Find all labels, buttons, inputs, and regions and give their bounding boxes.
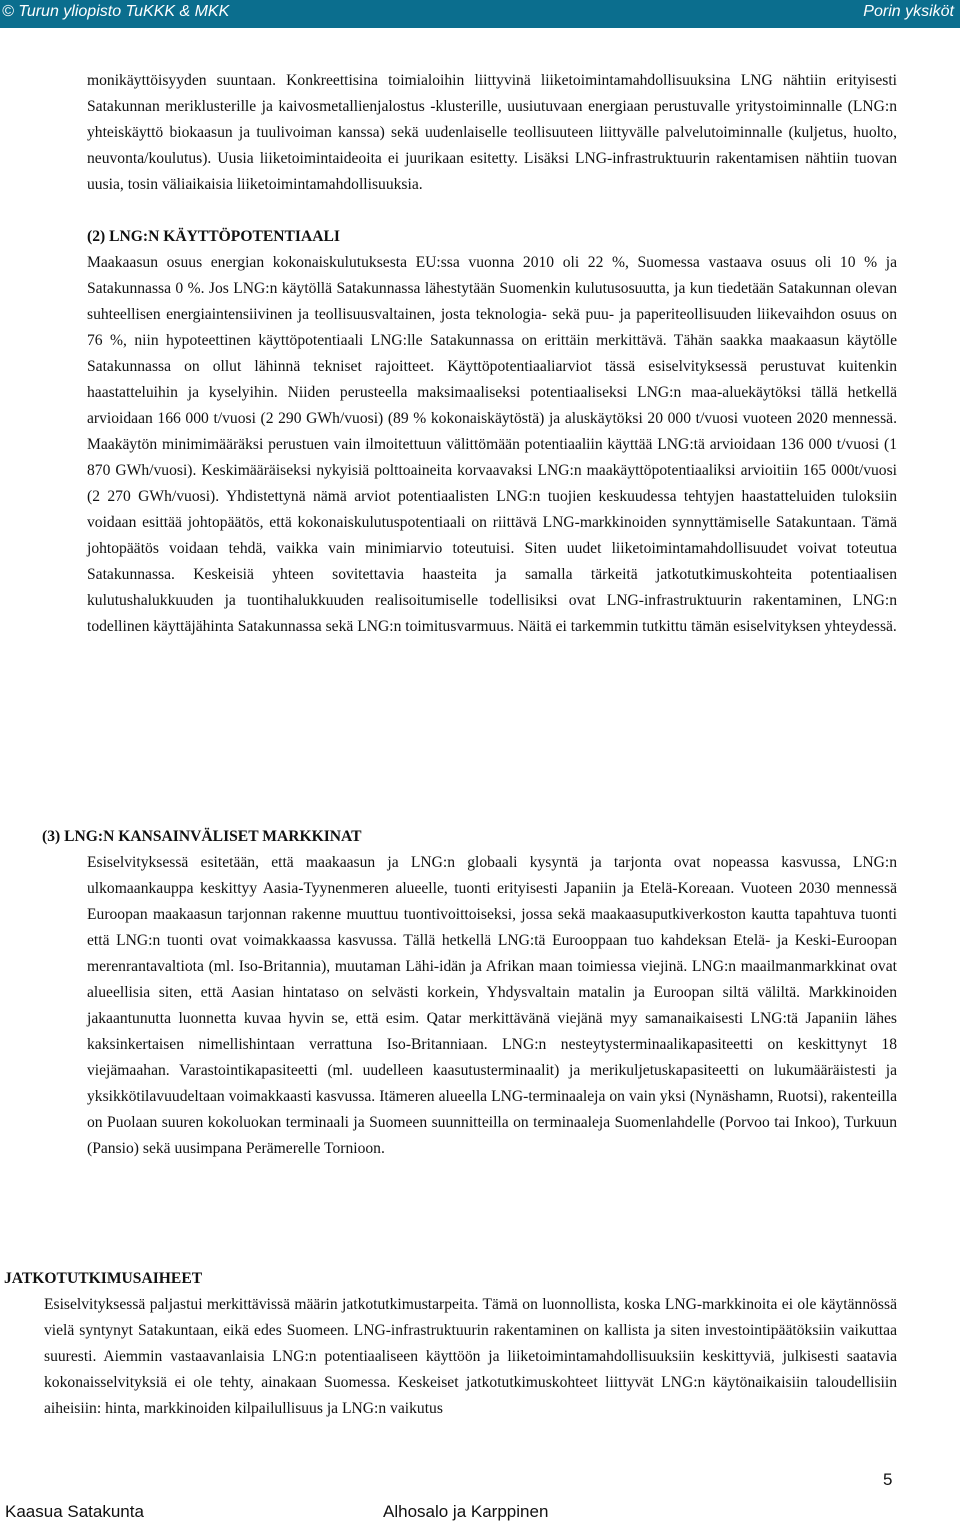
footer-title: Kaasua Satakunta [5,1502,144,1521]
header-copyright: © Turun yliopisto TuKKK & MKK [2,3,230,20]
jatkotutkimus-body: Esiselvityksessä paljastui merkittävissä määrin jatkotutkimustarpeita. Tämä on luonnollista, koska LNG-markkinoita ei ole käytännössä vielä syntynyt Satakuntaan, eikä edes Suomeen. LNG-infrastruktuurin rakentaminen on kallista ja siten investointipäätöksiin vaikuttaa suuresti. Aiemmin vastaavanlaisia LNG:n potentiaaliseen käyttöön ja liiketoimintamahdollisuuksiin keskittyviä, julkisesti saatavia kokonaisselvityksiä ei ole tehty, ainakaan Suomessa. Keskeiset jatkotutkimuskohteet liittyvät LNG:n käytönaikaisiin taloudellisiin aiheisiin: hinta, markkinoiden kilpailullisuus ja LNG:n vaikutus [44,1296,897,1417]
page-header [0,0,960,28]
section-3-body: Esiselvityksessä esitetään, että maakaasun ja LNG:n globaali kysyntä ja tarjonta ovat nopeassa kasvussa, LNG:n ulkomaankauppa keskittyy Aasia-Tyynenmeren alueelle, tuonti erityisesti Japaniin ja Etelä-Koreaan. Vuoteen 2030 mennessä Euroopan maakaasun tarjonnan rakenne muuttuu tuontivoittoiseksi, jossa sekä maakaasuputkiverkoston kautta tapahtuva tuonti että LNG:n tuonti ovat voimakkaassa kasvussa. Tällä hetkellä LNG:tä Eurooppaan tuo kahdeksan Etelä- ja Keski-Euroopan merenrantavaltiota (ml. Iso-Britannia), muutaman Lähi-idän ja Afrikan maan toimiessa viejinä. LNG:n maailmanmarkkinat ovat alueellisia siten, että Aasian hintataso on selvästi korkein, Yhdysvaltain matalin ja Euroopan siltä väliltä. Markkinoiden jakaantunutta luonnetta kuvaa hyvin se, että esim. Qatar merkittävänä viejänä myy samanaikaisesti LNG:tä Japaniin lähes kaksinkertaisen nimellishintaan verrattuna Iso-Britanniaan. LNG:n nesteytysterminaalikapasiteetti on keskittynyt 18 viejämaahan. Varastointikapasiteetti (ml. uudelleen kaasutusterminaalit) ja merikuljetuskapasiteetti on lukumääräistesti ja yksikkötilavuudeltaan voimakkaasti kasvussa. Itämeren alueella LNG-terminaaleja on vain yksi (Nynäshamn, Ruotsi), rakenteilla on Puolaan suuren kokoluokan terminaali ja Suomeen suunnitteilla on terminaaleja Suomenlahdelle (Porvoo tai Inkoo), Turkuun (Pansio) sekä uusimpana Perämerelle Tornioon. [87,854,897,1157]
intro-paragraph: monikäyttöisyyden suuntaan. Konkreettisina toimialoihin liittyvinä liiketoimintamahdollisuuksina LNG nähtiin erityisesti Satakunnan meriklusterille ja kaivosmetallienjalostus -klusterille, uusiutuvaan energiaan perustuvalle yritystoiminnalle (LNG:n yhteiskäyttö biokaasun ja tuulivoiman kanssa) sekä uudenlaiselle teollisuuteen liittyvälle palvelutoiminnalle (kuljetus, huolto, neuvonta/koulutus). Uusia liiketoimintaideoita ei juurikaan esitetty. Lisäksi LNG-infrastruktuurin rakentamisen nähtiin tuovan uusia, tosin väliaikaisia liiketoimintamahdollisuuksia. [87,72,897,193]
page-footer [0,1498,960,1528]
section-3-heading: (3) LNG:N KANSAINVÄLISET MARKKINAT [42,828,362,845]
section-3 [42,824,897,1162]
section-2-body: Maakaasun osuus energian kokonaiskulutuksesta EU:ssa vuonna 2010 oli 22 %, Suomessa vastaava osuus oli 10 % ja Satakunnassa 0 %. Jos LNG:n käytöllä Satakunnassa lähestytään Suomenkin kulutusosuutta, ja kun tiedetään Satakunnan olevan suhteellisen energiaintensiivinen ja teollisuusvaltainen, josta teknologia- sekä puu- ja paperiteollisuuden liikevaihdon osuus on 76 %, niin hypoteettinen käyttöpotentiaali LNG:lle Satakunnassa on erittäin merkittävä. Tähän saakka maakaasun käytölle Satakunnassa on ollut lähinnä tekniset rajoitteet. Käyttöpotentiaaliarviot tässä esiselvityksessä perustuvat kuitenkin haastatteluihin ja kyselyihin. Niiden perusteella maksimaaliseksi potentiaaliseksi LNG:n maa-aluekäytöksi tällä hetkellä arvioidaan 166 000 t/vuosi (2 290 GWh/vuosi) (89 % kokonaiskäytöstä) ja aluskäytöksi 20 000 t/vuosi vuoteen 2020 mennessä. Maakäytön minimimääräksi perustuen vain ilmoitettuun välittömään potentiaaliin käyttää LNG:tä arvioidaan 136 000 t/vuosi (1 870 GWh/vuosi). Keskimääräiseksi nykyisiä polttoaineita korvaavaksi LNG:n maakäyttöpotentiaaliksi arvioitiin 165 000t/vuosi (2 270 GWh/vuosi). Yhdistettynä nämä arviot potentiaalisten LNG:n tuojien keskuudessa tehtyjen haastatteluiden tuloksiin voidaan esittää johtopäätös, että kokonaiskulutuspotentiaali on riittävä LNG-markkinoiden synnyttämiselle Satakuntaan. Tämä johtopäätös voidaan tehdä, vaikka vain minimiarvio toteutuisi. Siten uudet liiketoimintamahdollisuudet voivat toteutua Satakunnassa. Keskeisiä yhteen sovitettavia haasteita ja samalla tärkeitä jatkotutkimuskohteita potentiaalisen kulutushalukkuuden ja tuontihalukkuuden realisoitumiselle todellisiksi ovat LNG-infrastruktuurin rakentaminen, LNG:n todellinen käyttäjähinta Satakunnassa sekä LNG:n toimitusvarmuus. Näitä ei tarkemmin tutkittu tämän esiselvityksen yhteydessä. [87,254,897,635]
section-2 [87,224,897,640]
main-content [87,68,897,640]
header-unit: Porin yksiköt [863,3,954,20]
section-jatkotutkimus [4,1266,897,1422]
jatkotutkimus-heading: JATKOTUTKIMUSAIHEET [4,1270,203,1287]
section-2-heading: (2) LNG:N KÄYTTÖPOTENTIAALI [87,228,340,245]
page-number: 5 [883,1470,893,1489]
footer-authors: Alhosalo ja Karppinen [383,1502,549,1521]
